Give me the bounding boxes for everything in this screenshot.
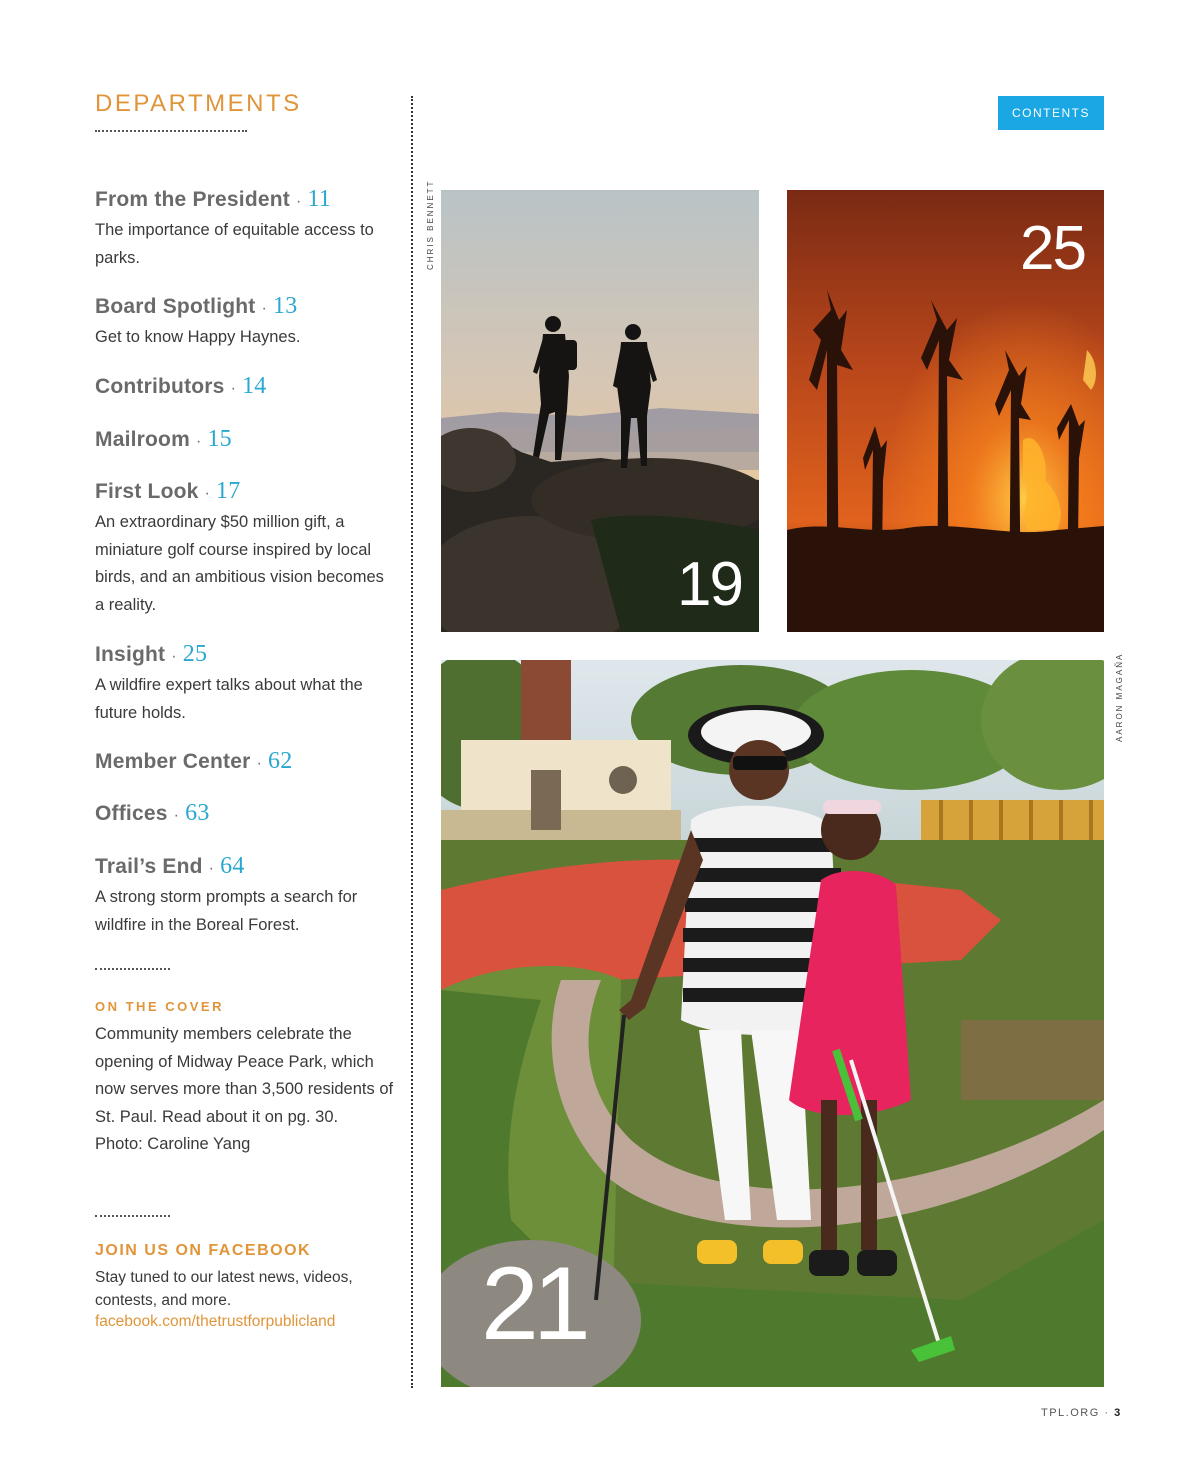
- toc-separator: ·: [195, 433, 202, 450]
- toc-title: Trail’s End: [95, 855, 203, 878]
- cover-label: ON THE COVER: [95, 999, 224, 1014]
- toc-separator: ·: [230, 380, 237, 397]
- page-footer: [1041, 1407, 1122, 1419]
- toc-entry-mailroom[interactable]: [95, 426, 395, 453]
- toc-title: Insight: [95, 643, 166, 666]
- facebook-link[interactable]: facebook.com/thetrustforpublicland: [95, 1313, 336, 1330]
- toc-separator: ·: [173, 807, 180, 824]
- toc-title: Board Spotlight: [95, 295, 256, 318]
- toc-page-number: 13: [273, 293, 298, 319]
- toc-separator: ·: [204, 485, 211, 502]
- hikers-page-number: 19: [677, 550, 742, 619]
- section-heading: DEPARTMENTS: [95, 90, 302, 117]
- toc-title: Member Center: [95, 750, 251, 773]
- toc-entry-first-look[interactable]: [95, 478, 395, 619]
- heading-divider: [95, 130, 247, 132]
- toc-page-number: 25: [182, 641, 208, 667]
- toc-page-number: 64: [220, 853, 245, 879]
- wildfire-page-number: 25: [1020, 214, 1085, 283]
- toc-entry-insight[interactable]: [95, 641, 395, 727]
- hikers-photo[interactable]: [441, 190, 759, 632]
- toc-page-number: 62: [268, 748, 293, 774]
- toc-page-number: 14: [242, 373, 267, 399]
- toc-entry-offices[interactable]: [95, 800, 395, 827]
- toc-title: From the President: [95, 188, 290, 211]
- toc-entry-from-the-president[interactable]: [95, 186, 395, 272]
- facebook-label: JOIN US ON FACEBOOK: [95, 1242, 312, 1259]
- toc-entry-member-center[interactable]: [95, 748, 395, 775]
- footer-site: TPL.ORG: [1041, 1407, 1100, 1419]
- toc-description: An extraordinary $50 million gift, a miniature golf course inspired by local birds, and an ambitious vision becomes a reality.: [95, 513, 384, 614]
- toc-entry-contributors[interactable]: [95, 373, 395, 400]
- toc-title: Offices: [95, 802, 168, 825]
- toc-description: A strong storm prompts a search for wildfire in the Boreal Forest.: [95, 888, 358, 934]
- toc-separator: ·: [171, 648, 177, 665]
- cover-caption: [95, 1021, 395, 1159]
- toc-separator: ·: [261, 300, 268, 317]
- minigolf-page-number: 21: [481, 1246, 585, 1362]
- toc-separator: ·: [208, 860, 215, 877]
- footer-separator: ·: [1104, 1407, 1110, 1419]
- section-divider: [95, 968, 170, 970]
- photo-credit-minigolf: AARON MAGAÑA: [1115, 652, 1124, 742]
- facebook-text: Stay tuned to our latest news, videos, contests, and more.: [95, 1269, 353, 1309]
- section-divider: [95, 1215, 170, 1217]
- toc-description: A wildfire expert talks about what the future holds.: [95, 676, 363, 722]
- toc-title: Contributors: [95, 375, 225, 398]
- column-divider: [411, 96, 413, 1388]
- toc-separator: ·: [295, 193, 302, 210]
- toc-separator: ·: [256, 755, 263, 772]
- footer-page-number: 3: [1114, 1407, 1122, 1419]
- toc-description: The importance of equitable access to parks.: [95, 221, 374, 267]
- toc-page-number: 11: [307, 186, 332, 212]
- toc-entry-trails-end[interactable]: [95, 853, 395, 939]
- toc-title: Mailroom: [95, 428, 190, 451]
- cover-description: Community members celebrate the opening of Midway Peace Park, which now serves more than 3,500 residents of St. Paul. Read about it on pg. 30.: [95, 1025, 394, 1126]
- contents-tab[interactable]: CONTENTS: [998, 96, 1104, 130]
- cover-photo-credit: Photo: Caroline Yang: [95, 1135, 251, 1153]
- toc-page-number: 15: [207, 426, 232, 452]
- wildfire-photo[interactable]: [787, 190, 1104, 632]
- toc-page-number: 63: [185, 800, 210, 826]
- toc-description: Get to know Happy Haynes.: [95, 328, 301, 346]
- toc-page-number: 17: [216, 478, 241, 504]
- toc-title: First Look: [95, 480, 199, 503]
- toc-entry-board-spotlight[interactable]: [95, 293, 395, 352]
- minigolf-photo[interactable]: [441, 660, 1104, 1387]
- photo-credit-hikers: CHRIS BENNETT: [426, 179, 435, 270]
